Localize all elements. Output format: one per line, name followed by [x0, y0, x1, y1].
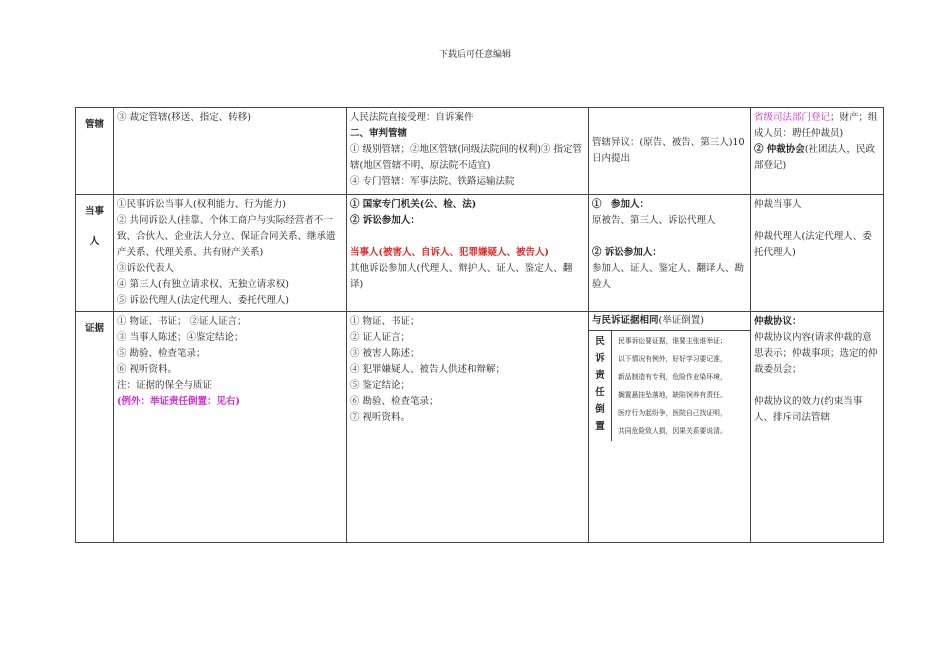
- vertical-label: 民诉责任倒置: [589, 331, 612, 441]
- cell-criminal-evidence: [347, 312, 589, 543]
- cell-civil-parties: [114, 195, 347, 312]
- text-line: ② 证人证言；: [350, 332, 411, 343]
- text-line: ⑤ 诉讼代理人(法定代理人、委托代理人): [117, 295, 289, 306]
- cell-admin-evidence: [589, 312, 751, 543]
- text-line: ③诉讼代表人: [117, 263, 175, 274]
- row-head-text: 管辖: [84, 119, 104, 130]
- cell-civil-jurisdiction: [114, 108, 347, 195]
- text-line: 原被告、第三人、诉讼代理人: [592, 215, 716, 226]
- text-line: 仲裁协议：: [754, 316, 802, 327]
- text-line: ① 级别管辖；②地区管辖(同级法院间的权利)③ 指定管辖(地区管辖不明、原法院不适宜): [350, 144, 582, 171]
- row-head-jurisdiction: [76, 108, 114, 195]
- text-line: ③ 裁定管辖(移送、指定、转移): [117, 112, 251, 123]
- text-line: ⑦ 视听资料。: [350, 412, 411, 423]
- cell-arbitration-parties: [751, 195, 884, 312]
- burden-reversal-box: [589, 331, 750, 441]
- text-line: ② 共同诉讼人(挂靠、个体工商户与实际经营者不一致、合伙人、企业法人分立、保证合同关系、继承遗产关系、代理关系、共有财产关系): [117, 215, 336, 258]
- pink-text: (例外：举证责任倒置：见右): [117, 396, 240, 407]
- cell-arbitration-evidence: [751, 312, 884, 543]
- text-line: 仲裁协议的效力(约束当事人、排斥司法管辖: [754, 396, 863, 423]
- text-line: ⑥ 视听资料。: [117, 364, 178, 375]
- comparison-table: [75, 107, 884, 543]
- cell-admin-parties: [589, 195, 751, 312]
- text-line: ①民事诉讼当事人(权利能力、行为能力): [117, 199, 286, 210]
- cell-criminal-jurisdiction: [347, 108, 589, 195]
- row-evidence: [76, 312, 884, 543]
- text-line: ④ 第三人(有独立请求权、无独立请求权): [117, 279, 289, 290]
- text-line: 民事诉讼要证据，谁要主张谁举证；: [618, 337, 727, 345]
- text-line: 二、审判管辖: [350, 128, 408, 139]
- text-line: ④ 专门管辖：军事法院、铁路运输法院: [350, 176, 515, 187]
- text-line: 仲裁当事人: [754, 199, 802, 210]
- text-line: ③ 被害人陈述；: [350, 348, 420, 359]
- text-line: 以下情况有例外，好好学习要记准，: [618, 355, 727, 363]
- row-head-parties: [76, 195, 114, 312]
- text-line: ③ 当事人陈述；④鉴定结论；: [117, 332, 244, 343]
- cell-arbitration-jurisdiction: [751, 108, 884, 195]
- row-head-text: 当事人: [84, 206, 104, 247]
- text-line: ① 国家专门机关(公、检、法): [350, 199, 477, 210]
- cell-civil-evidence: [114, 312, 347, 543]
- row-parties: [76, 195, 884, 312]
- text-line: ② 仲裁协会(社团法人，民政部登记): [754, 144, 876, 171]
- text-line: 参加人、证人、鉴定人、翻译人、勘验人: [592, 263, 745, 290]
- text-line: ④ 犯罪嫌疑人、被告人供述和辩解；: [350, 364, 506, 375]
- text-line: ② 诉讼参加人：: [350, 215, 420, 226]
- text-line: 管辖异议：(原告、被告、第三人)10日内提出: [592, 137, 745, 164]
- text-line: 医疗行为起纷争，医院自己找证明，: [618, 409, 727, 417]
- text-line: ① 物证、书证；: [350, 316, 420, 327]
- text-line: 共同危险致人损，因果关系要说清。: [618, 427, 727, 435]
- burden-rules: [612, 331, 750, 441]
- text-line: ⑥ 勘验、检查笔录；: [350, 396, 439, 407]
- text-line: 仲裁协议内容(请求仲裁的意思表示；仲裁事项；选定的仲裁委员会；: [754, 332, 878, 375]
- text-line: 省级司法部门登记；财产；组成人员：聘任仲裁员): [754, 112, 878, 139]
- text-line: ⑤ 勘验、检查笔录；: [117, 348, 206, 359]
- cell-admin-jurisdiction: [589, 108, 751, 195]
- cell-criminal-parties: [347, 195, 589, 312]
- row-jurisdiction: [76, 108, 884, 195]
- text-line: 搁置悬挂坠落地，缺陷饲养有责任。: [618, 391, 727, 399]
- text-line: ② 诉讼参加人：: [592, 247, 662, 258]
- pink-text: 省级司法部门登记: [754, 112, 831, 123]
- text-line: ① 物证、书证； ②证人证言；: [117, 316, 247, 327]
- text-line: ⑤ 鉴定结论；: [350, 380, 411, 391]
- text-line: 人民法院直接受理：自诉案件: [350, 112, 474, 123]
- text-line: 注：证据的保全与质证: [117, 380, 213, 391]
- row-head-evidence: [76, 312, 114, 543]
- red-text: 当事人(被害人、自诉人、犯罪嫌疑人、被告人): [350, 247, 549, 258]
- header-note: 下载后可任意编辑: [438, 50, 511, 60]
- subheader: 与民诉证据相同(举证倒置): [589, 312, 750, 331]
- text-line: ① 参加人：: [592, 199, 650, 210]
- text-line: 仲裁代理人(法定代理人、委托代理人): [754, 231, 872, 258]
- row-head-text: 证据: [84, 323, 104, 334]
- text-line: 新品制造有专利，危险作业染环境，: [618, 373, 727, 381]
- text-line: 其他诉讼参加人(代理人、辩护人、证人、鉴定人、翻译): [350, 263, 573, 290]
